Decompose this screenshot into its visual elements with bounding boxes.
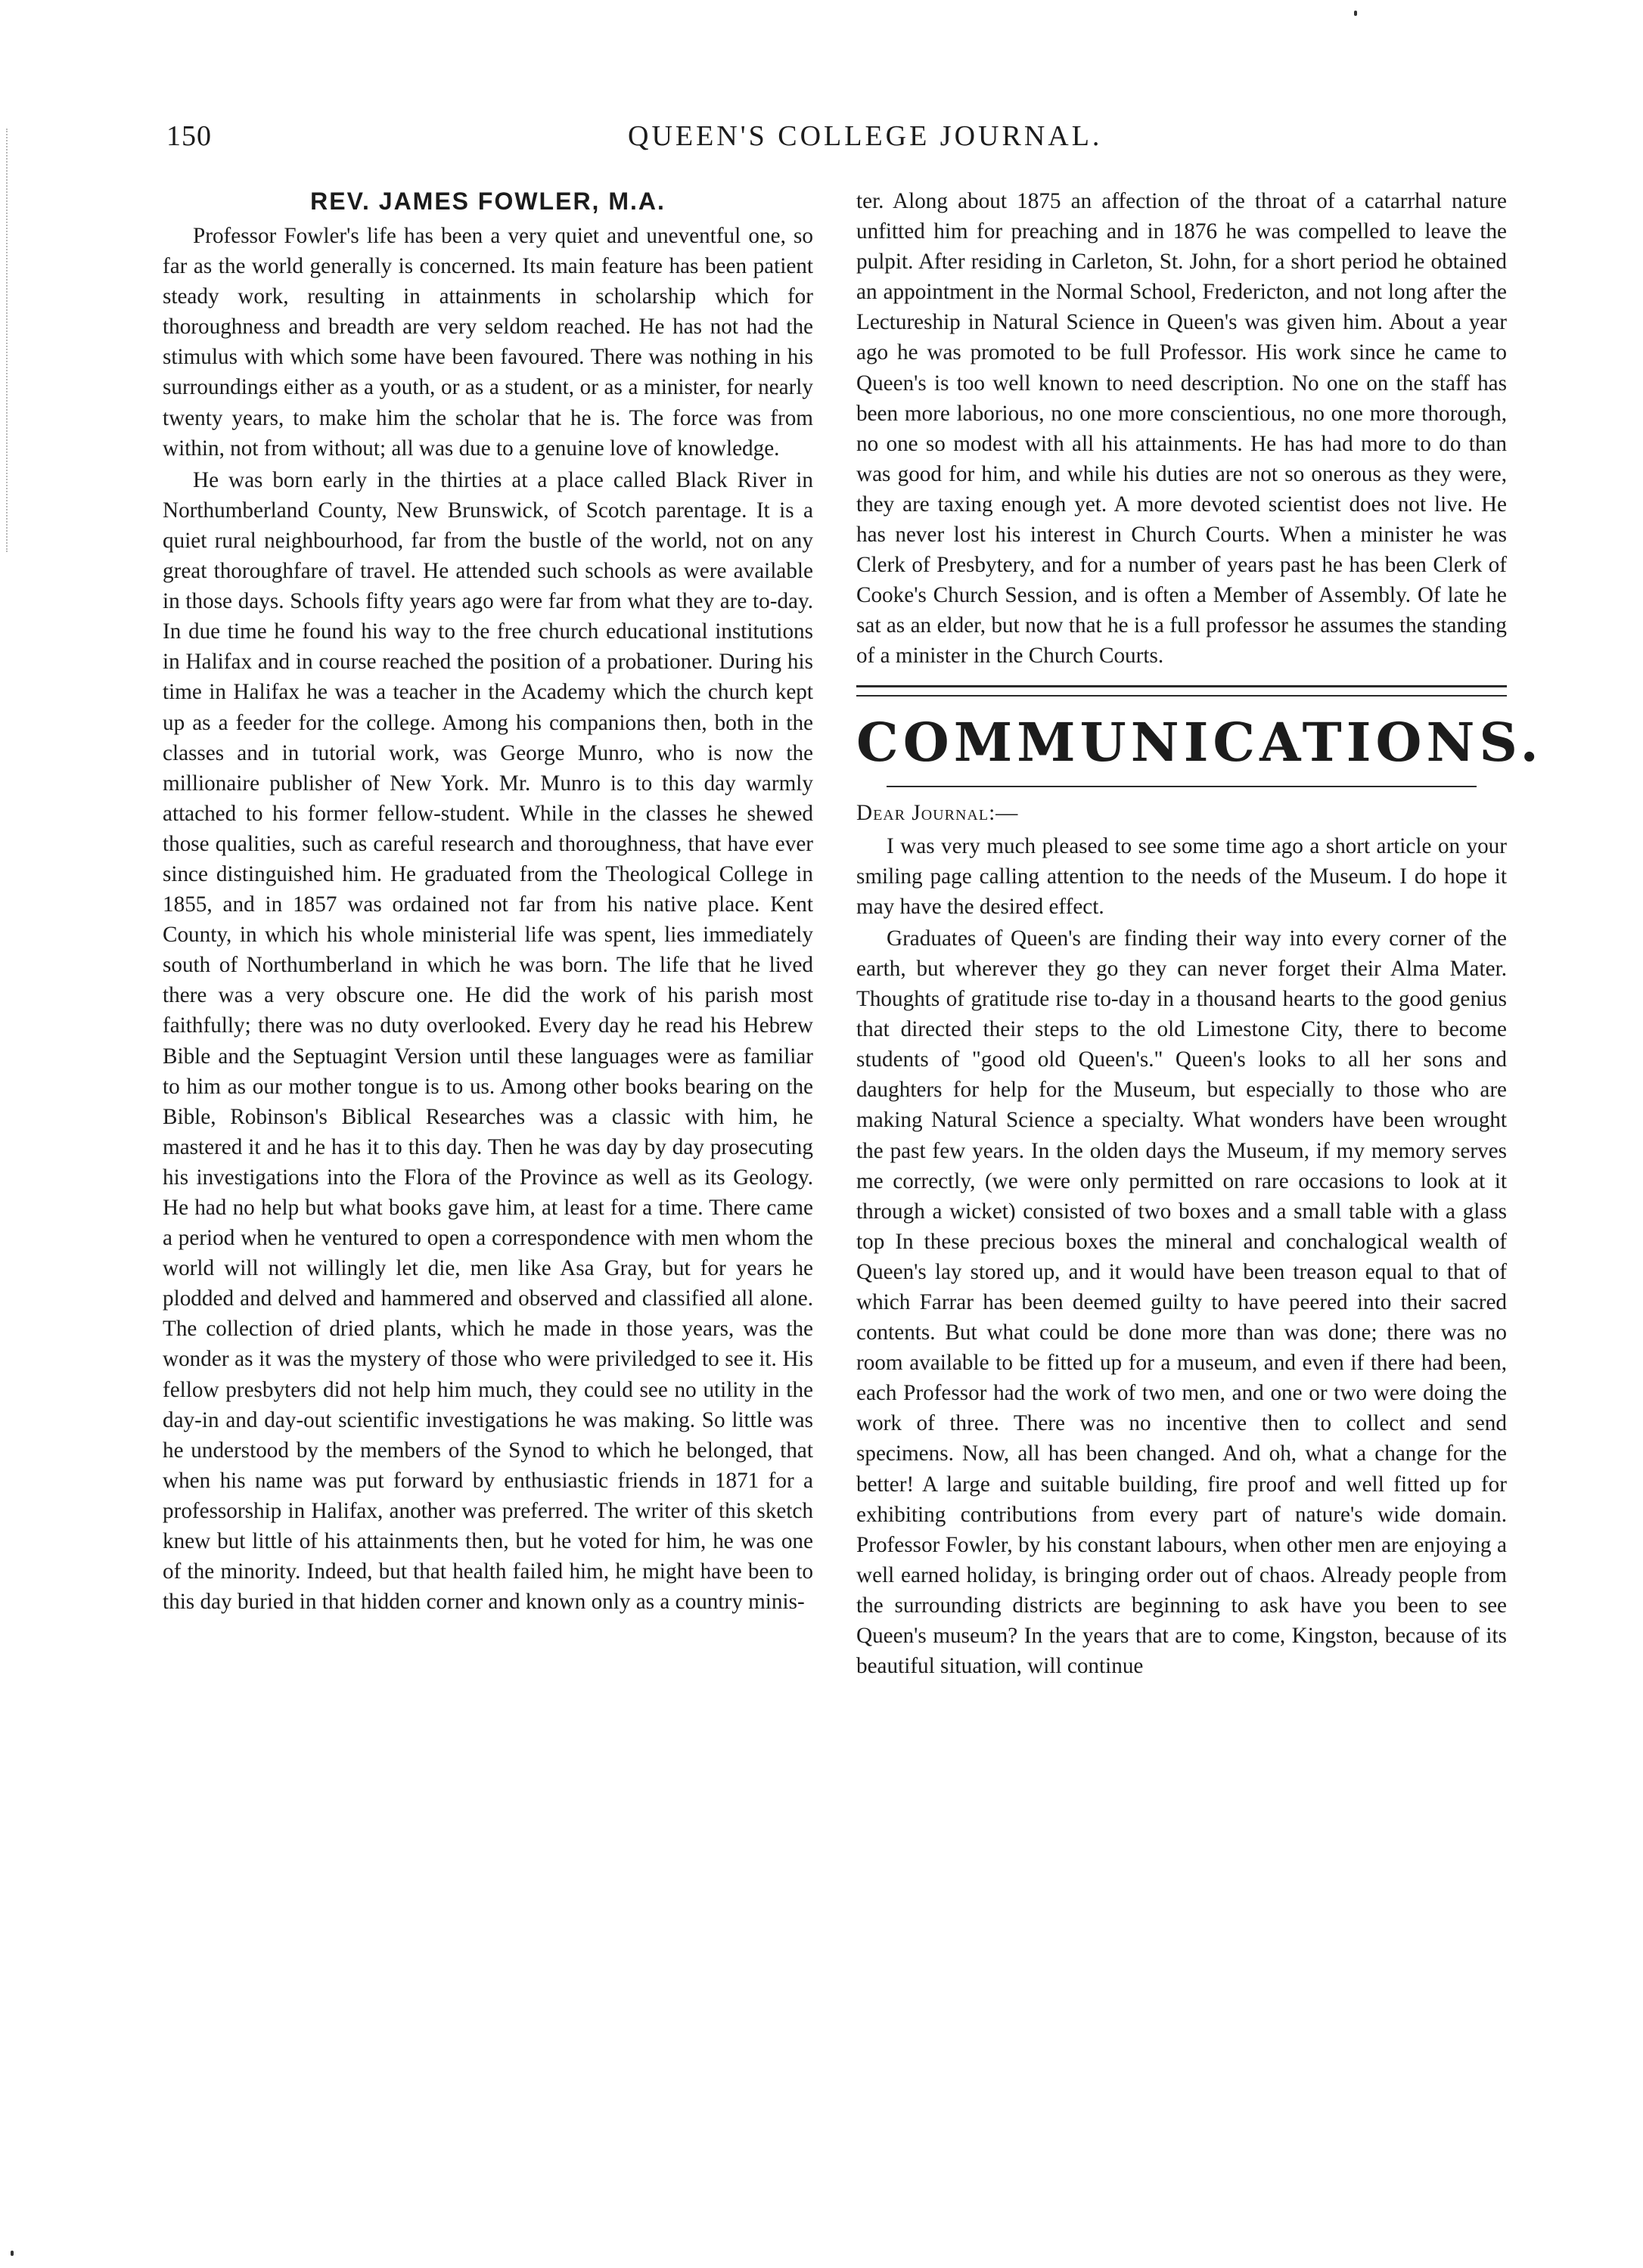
margin-dotted-line [6,129,11,552]
print-speck [1354,11,1357,16]
running-head: QUEEN'S COLLEGE JOURNAL. [628,120,1103,152]
section-divider [856,685,1507,697]
left-column [163,186,813,1617]
article-paragraph-2: He was born early in the thirties at a place called Black River in Northumberland County, New Brunswick, of Scotch parentage. It is a quiet rural neighbourhood, far from the bustle of the world, not on any great thoroughfare of travel. He attended such schools as were available in those days. Schools fifty years ago were far from what they are to-day. In due time he found his way to the free church educational institutions in Halifax and in course reached the position of a probationer. During his time in Halifax he was a teacher in the Academy which the church kept up as a feeder for the college. Among his companions then, both in the classes and in tutorial work, was George Munro, who is now the millionaire publisher of New York. Mr. Munro is to this day warmly attached to his former fellow-student. While in the classes he shewed those qualities, such as careful research and thoroughness, that have ever since distinguished him. He graduated from the Theological College in 1855, and in 1857 was ordained not far from his native place. Kent County, in which his whole ministerial life was spent, lies immediately south of Northumberland in which he was born. The life that he lived there was a very obscure one. He did the work of his parish most faithfully; there was no duty overlooked. Every day he read his Hebrew Bible and the Septuagint Version until these languages were as familiar to him as our mother tongue is to us. Among other books bearing on the Bible, Robinson's Biblical Researches was a classic with him, he mastered it and he has it to this day. Then he was day by day prosecuting his investigations into the Flora of the Province as well as its Geology. He had no help but what books gave him, at least for a time. There came a period when he ventured to open a correspondence with men whom the world will not willingly let die, men like Asa Gray, but for years he plodded and delved and hammered and observed and classified all alone. The collection of dried plants, which he made in those years, was the wonder as it was the mystery of those who were priviledged to see it. His fellow presbyters did not help him much, they could see no utility in the day-in and day-out scientific investigations he was making. So little was he understood by the members of the Synod to which he belonged, that when his name was put forward by enthusiastic friends in 1871 for a professorship in Halifax, another was preferred. The writer of this sketch knew but little of his attainments then, but he voted for him, he was one of the minority. Indeed, but that health failed him, he might have been to this day buried in that hidden corner and known only as a country minis- [163,467,813,1615]
article-paragraph-2-continued: ter. Along about 1875 an affection of the throat of a catarrhal nature unfitted him for preaching and in 1876 he was compelled to leave the pulpit. After residing in Carleton, St. John, for a short period he obtained an appointment in the Normal School, Fredericton, and not long after the Lectureship in Natural Science in Queen's was given him. About a year ago he was promoted to be full Professor. His work since he came to Queen's is too well known to need description. No one on the staff has been more laborious, no one more conscientious, no one more thorough, no one so modest with all his attainments. He has had more to do than was good for him, and while his duties are not so onerous as they were, they are taxing enough yet. A more devoted scientist does not live. He has never lost his interest in Church Courts. When a minister he was Clerk of Presbytery, and for a number of years past he has been Clerk of Cooke's Church Session, and is often a Member of Assembly. Of late he sat as an elder, but now that he is a full professor he assumes the standing of a minister in the Church Courts. [856,189,1507,669]
print-speck [11,2251,14,2256]
page-number: 150 [166,120,212,152]
page-header [166,119,1505,162]
letter-paragraph-2: Graduates of Queen's are finding their way into every corner of the earth, but wherever they go they can never forget their Alma Mater. Thoughts of gratitude rise to-day in a thousand hearts to the good genius that directed their steps to the old Limestone City, there to become students of "good old Queen's." Queen's looks to all her sons and daughters for help for the Museum, but especially to those who are making Natural Science a specialty. What wonders have been wrought the past few years. In the olden days the Museum, if my memory serves me correctly, (we were only permitted on rare occasions to look at it through a wicket) consisted of two boxes and a small table with a glass top In these precious boxes the mineral and conchalogical wealth of Queen's lay stored up, and it would have been treason equal to that of which Farrar has been deemed guilty to have peered into their sacred contents. But what could be done more than was done; there was no room available to be fitted up for a museum, and even if there had been, each Professor had the work of two men, and one or two were doing the work of three. There was no incentive then to collect and send specimens. Now, all has been changed. And oh, what a change for the better! A large and suitable building, fire proof and well fitted up for exhibiting contributions from every part of nature's wide domain. Professor Fowler, by his constant labours, when other men are enjoying a well earned holiday, is bringing order out of chaos. Already people from the surrounding districts are beginning to ask have you been to see Queen's museum? In the years that are to come, Kingston, because of its beautiful situation, will continue [856,926,1507,1679]
article-paragraph-1: Professor Fowler's life has been a very quiet and uneventful one, so far as the world generally is concerned. Its main feature has been patient steady work, resulting in attainments in scholarship which for thoroughness and breadth are very seldom reached. He has not had the stimulus with which some have been favoured. There was nothing in his surroundings either as a youth, or as a student, or as a minister, for nearly twenty years, to make him the scholar that he is. The force was from within, not from without; all was due to a genuine love of knowledge. [163,224,813,461]
heading-rule [887,786,1477,787]
letter-paragraph-1: I was very much pleased to see some time ago a short article on your smiling page calling attention to the needs of the Museum. I do hope it may have the desired effect. [856,833,1507,919]
right-column [856,186,1543,1681]
article-title: REV. JAMES FOWLER, M.A. [310,188,666,215]
communications-heading: COMMUNICATIONS. [856,710,1543,774]
letter-salutation: Dear Journal:— [856,800,1019,825]
